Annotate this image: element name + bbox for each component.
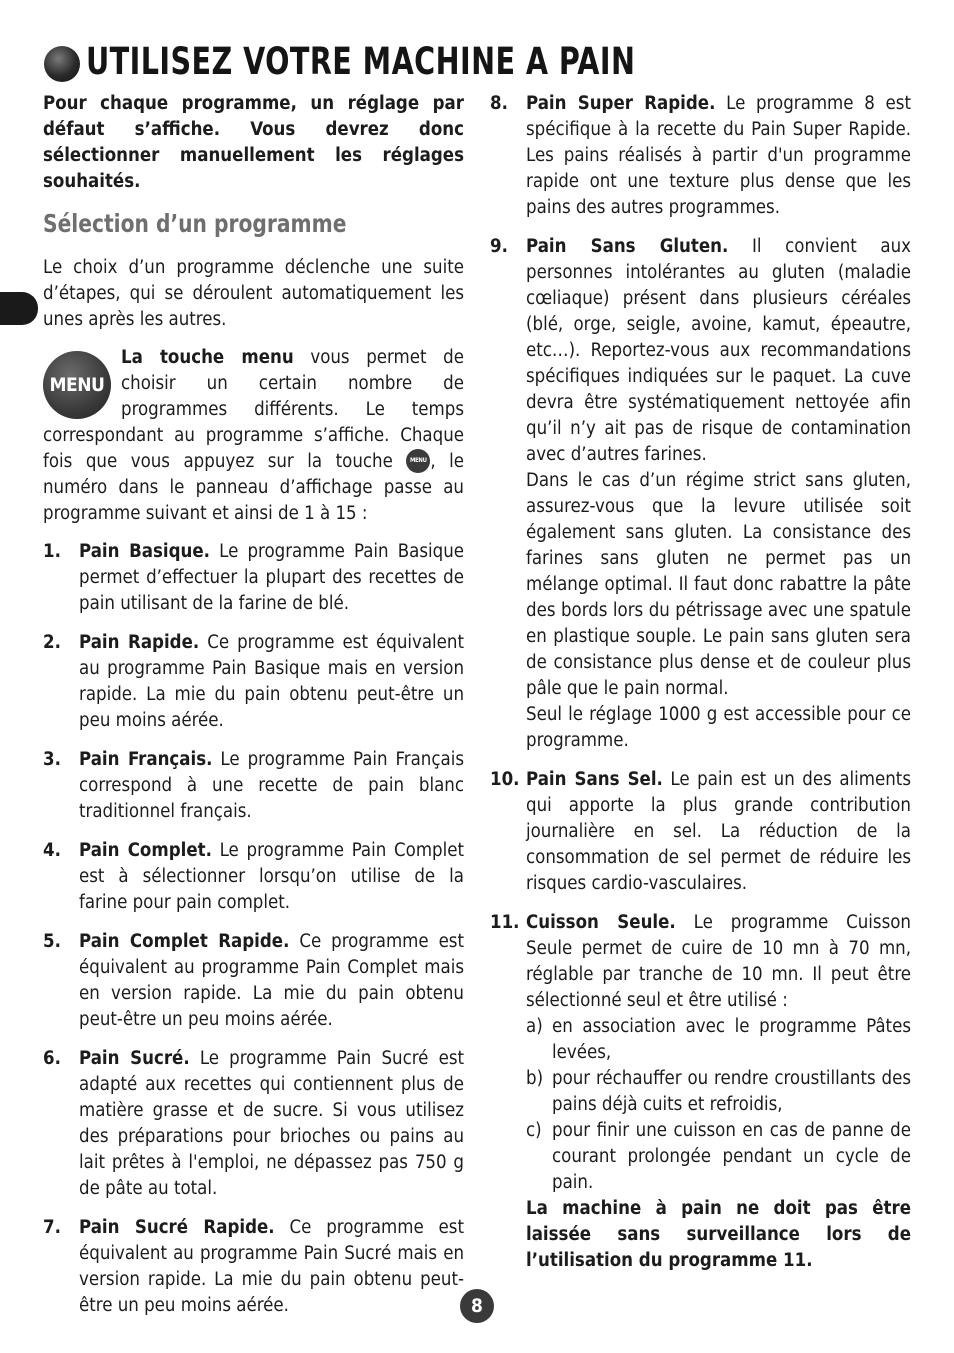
- warning-text: La machine à pain ne doit pas être laissée sans surveillance lors de l’utilisation du programme 11.: [526, 1198, 911, 1271]
- program-item-8: 8. Pain Super Rapide. Le programme 8 est spécifique à la recette du Pain Super Rapide. Les pains réalisés à partir d'un programme rapide ont une texture plus dense que les pains des autres programmes.: [490, 93, 911, 218]
- program-item-11: 11. Cuisson Seule. Le programme Cuisson Seule permet de cuire de 10 mn à 70 mn, réglable par tranche de 10 mn. Il peut être sélectionné seul et être utilisé : a) en association avec le programme Pâtes levées, b) pour réchauffer ou rendre croustillants des pains déjà cuits et refroidis, c) pour finir une cuisson en cas de panne de courant prolongée pendant un cycle de pain. La machine à pain ne doit pas être laissée sans surveillance lors de l’utilisation du programme 11.: [490, 910, 911, 1274]
- menu-button-icon: MENU: [43, 351, 111, 419]
- section-heading: Sélection d’un programme: [43, 209, 347, 238]
- gluten-extra-1: Dans le cas d’un régime strict sans gluten, assurez-vous que la levure utilisée soit également sans gluten. La consistance des farines sans gluten ne permet pas un mélange optimal. Il faut donc rabattre la pâte des bords lors du pétrissage avec une spatule en plastique souple. Le pain sans gluten sera de consistance plus dense et de couleur plus pâle que le pain normal.: [526, 470, 911, 699]
- left-column: [43, 91, 464, 1332]
- program-item-1: 1. Pain Basique. Le programme Pain Basique permet d’effectuer la plupart des recettes de pain utilisant de la farine de blé.: [43, 541, 465, 614]
- cuisson-subitem-b: b) pour réchauffer ou rendre croustillants des pains déjà cuits et refroidis,: [526, 1068, 911, 1115]
- right-column: [490, 91, 911, 1287]
- intro-text: Pour chaque programme, un réglage par défaut s’affiche. Vous devrez donc sélectionner manuellement les réglages souhaités.: [43, 93, 464, 192]
- menu-inline-icon: MENU: [406, 449, 430, 473]
- section-text: Le choix d’un programme déclenche une suite d’étapes, qui se déroulent automatiquement les unes après les autres.: [43, 257, 464, 330]
- menu-text-2: , le numéro dans le panneau d’affichage passe au programme suivant et ainsi de 1 à 15 :: [43, 451, 465, 524]
- cuisson-subitem-c: c) pour finir une cuisson en cas de panne de courant prolongée pendant un cycle de pain.: [526, 1120, 911, 1193]
- page-title: UTILISEZ VOTRE MACHINE A PAIN: [86, 40, 636, 83]
- menu-lead: La touche menu: [121, 347, 294, 368]
- program-item-6: 6. Pain Sucré. Le programme Pain Sucré est adapté aux recettes qui contiennent plus de matière grasse et de sucre. Si vous utilisez des préparations pour brioches ou pains au lait prêtes à l'emploi, ne dépassez pas 750 g de pâte au total.: [43, 1048, 465, 1199]
- program-item-4: 4. Pain Complet. Le programme Pain Complet est à sélectionner lorsqu’on utilise de la farine pour pain complet.: [43, 840, 464, 913]
- cuisson-subitem-a: a) en association avec le programme Pâtes levées,: [526, 1016, 911, 1063]
- menu-description: [43, 345, 464, 527]
- title-bullet-icon: [44, 46, 80, 82]
- page-number-badge: 8: [460, 1289, 494, 1323]
- program-list-right: [490, 91, 911, 1274]
- program-item-9: 9. Pain Sans Gluten. Il convient aux personnes intolérantes au gluten (maladie cœliaque) présent dans plusieurs céréales (blé, orge, seigle, avoine, kamut, épeautre, etc…). Reportez-vous aux recommandations spécifiques indiquées sur le paquet. La cuve devra être systématiquement nettoyée afin qu’il n’y ait pas de risque de contamination avec d’autres farines. Dans le cas d’un régime strict sans gluten, assurez-vous que la levure utilisée soit également sans gluten. La consistance des farines sans gluten ne permet pas un mélange optimal. Il faut donc rabattre la pâte des bords lors du pétrissage avec une spatule en plastique souple. Le pain sans gluten sera de consistance plus dense et de couleur plus pâle que le pain normal. Seul le réglage 1000 g est accessible pour ce programme.: [490, 234, 911, 754]
- program-list-left: [43, 539, 464, 1319]
- program-item-3: 3. Pain Français. Le programme Pain Français correspond à une recette de pain blanc traditionnel français.: [43, 749, 464, 822]
- program-item-7: 7. Pain Sucré Rapide. Ce programme est équivalent au programme Pain Sucré mais en version rapide. La mie du pain obtenu peut-être un peu moins aérée.: [43, 1217, 464, 1316]
- side-tab-marker: [0, 292, 38, 325]
- program-item-2: 2. Pain Rapide. Ce programme est équivalent au programme Pain Basique mais en version rapide. La mie du pain obtenu peut-être un peu moins aérée.: [43, 632, 464, 731]
- program-item-5: 5. Pain Complet Rapide. Ce programme est équivalent au programme Pain Complet mais en version rapide. La mie du pain obtenu peut-être un peu moins aérée.: [43, 931, 465, 1030]
- program-item-10: 10. Pain Sans Sel. Le pain est un des aliments qui apporte la plus grande contribution journalière en sel. La réduction de la consommation de sel permet de réduire les risques cardio-vasculaires.: [490, 769, 911, 894]
- gluten-extra-2: Seul le réglage 1000 g est accessible pour ce programme.: [526, 704, 911, 751]
- menu-text-1: vous permet de choisir un certain nombre de programmes différents. Le temps correspondant au programme s’affiche. Chaque fois que vous appuyez sur la touche: [43, 347, 464, 472]
- page-header: [44, 40, 725, 83]
